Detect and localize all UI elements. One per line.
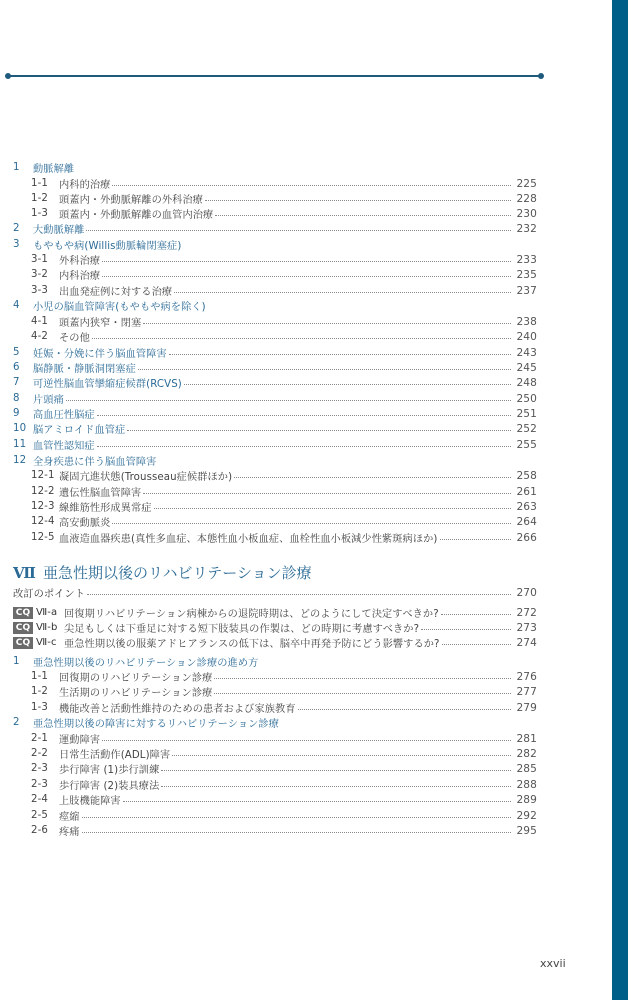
dot-leader [441,613,511,615]
entry-title: 亜急性期以後の障害に対するリハビリテーション診療 [33,719,279,730]
entry-title: 歩行障害 (2)装具療法 [59,781,160,792]
entry-page: 238 [516,315,537,328]
entry-title: 線維筋性形成異常症 [59,503,152,514]
toc-entry[interactable] [0,421,537,436]
entry-number: 1 [13,162,20,173]
toc-entry[interactable] [0,530,537,545]
entry-number: 7 [13,377,20,388]
entry-title: その他 [59,333,90,344]
entry-title: 血液造血器疾患(真性多血症、本態性血小板血症、血栓性血小板減少性紫斑病ほか) [59,534,438,545]
entry-number: 2 [13,223,20,234]
entry-page: 281 [516,732,537,745]
entry-page: 251 [516,407,537,420]
entry-title: 頭蓋内・外動脈解離の血管内治療 [59,210,214,221]
toc-entry[interactable] [0,669,537,684]
toc-entry[interactable] [0,206,537,221]
toc-entry[interactable] [0,237,537,252]
dot-leader [112,184,511,186]
toc-entry[interactable] [0,700,537,715]
dot-leader [215,214,511,216]
toc-entry[interactable] [0,823,537,838]
entry-title: 尖足もしくは下垂足に対する短下肢装具の作製は、どの時期に考慮すべきか? [64,624,420,635]
dot-leader [440,538,512,540]
entry-title: 片頭痛 [33,395,64,406]
dot-leader [234,476,511,478]
entry-number: 3 [13,239,20,250]
entry-page: 273 [516,621,537,634]
cq-code: Ⅶ-a [36,607,58,618]
entry-number: 2-3 [31,779,48,790]
entry-page: 270 [516,586,537,599]
entry-number: 12-1 [31,470,55,481]
entry-number: 1-2 [31,193,48,204]
entry-number: 1-3 [31,702,48,713]
entry-number: 12-2 [31,486,55,497]
entry-number: 3-3 [31,285,48,296]
entry-page: 274 [516,636,537,649]
entry-number: 2-1 [31,733,48,744]
entry-page: 252 [516,422,537,435]
cq-code: Ⅶ-c [36,637,57,648]
toc-entry[interactable] [0,283,537,298]
entry-title: 亜急性期以後の服薬アドヒアランスの低下は、脳卒中再発予防にどう影響するか? [64,639,440,650]
dot-leader [298,708,511,710]
entry-page: 276 [516,670,537,683]
entry-number: 2-4 [31,794,48,805]
entry-number: 2-5 [31,810,48,821]
dot-leader [421,628,511,630]
toc-entry[interactable] [0,160,537,175]
dot-leader [86,229,511,231]
dot-leader [82,831,511,833]
toc-entry[interactable] [0,314,537,329]
dot-leader [161,785,511,787]
entry-title: 妊娠・分娩に伴う脳血管障害 [33,349,167,360]
entry-page: 288 [516,778,537,791]
dot-leader [97,414,511,416]
entry-page: 232 [516,222,537,235]
entry-page: 266 [516,531,537,544]
entry-title: 上肢機能障害 [59,796,121,807]
entry-title: 回復期のリハビリテーション診療 [59,673,213,684]
entry-title: 大動脈解離 [33,225,85,236]
toc-entry[interactable] [0,654,537,669]
entry-title: 亜急性期以後のリハビリテーション診療の進め方 [33,658,259,669]
dot-leader [161,769,511,771]
entry-title: 痙縮 [59,812,80,823]
dot-leader [102,260,511,262]
entry-title: 改訂のポイント [13,589,86,600]
toc-entry-revision-point[interactable] [0,585,537,600]
entry-number: 12-5 [31,532,55,543]
entry-page: 248 [516,376,537,389]
toc-entry[interactable] [0,453,537,468]
dot-leader [102,739,511,741]
entry-page: 277 [516,685,537,698]
toc-entry[interactable] [0,484,537,499]
entry-title: 全身疾患に伴う脳血管障害 [33,457,157,468]
dot-leader [82,816,511,818]
dot-leader [205,199,511,201]
entry-page: 289 [516,793,537,806]
page-number: xxvii [540,957,566,970]
entry-number: 12-4 [31,516,55,527]
chapter-title: 亜急性期以後のリハビリテーション診療 [43,564,312,582]
dot-leader [102,275,511,277]
entry-number: 2-2 [31,748,48,759]
toc-entry[interactable] [0,375,537,390]
entry-number: 11 [13,439,27,450]
toc-entry[interactable] [0,360,537,375]
entry-title: 血管性認知症 [33,441,95,452]
entry-page: 279 [516,701,537,714]
toc-entry[interactable] [0,715,537,730]
entry-number: 12-3 [31,501,55,512]
dot-leader [169,353,511,355]
toc-entry[interactable] [0,221,537,236]
dot-leader [154,507,511,509]
toc-entry[interactable] [0,684,537,699]
entry-page: 237 [516,284,537,297]
chapter-heading[interactable] [13,562,312,583]
cq-badge: CQ [13,637,33,649]
entry-number: 2-6 [31,825,48,836]
dot-leader [97,445,511,447]
cq-badge: CQ [13,607,33,619]
entry-number: 8 [13,393,20,404]
entry-title: 脳アミロイド血管症 [33,425,126,436]
rule-dot-left [5,73,11,79]
rule-dot-right [538,73,544,79]
entry-title: 可逆性脳血管攣縮症候群(RCVS) [33,379,182,390]
entry-title: 生活期のリハビリテーション診療 [59,688,213,699]
cq-entry[interactable] [0,635,537,650]
entry-number: 3-1 [31,254,48,265]
toc-entry[interactable] [0,499,537,514]
entry-page: 250 [516,392,537,405]
toc-entry[interactable] [0,746,537,761]
entry-title: 日常生活動作(ADL)障害 [59,750,171,761]
toc-entry[interactable] [0,391,537,406]
dot-leader [184,383,511,385]
toc-entry[interactable] [0,808,537,823]
toc-entry[interactable] [0,191,537,206]
entry-title: 外科治療 [59,256,101,267]
entry-page: 243 [516,346,537,359]
entry-title: 高安動脈炎 [59,518,111,529]
entry-number: 1-2 [31,686,48,697]
toc-entry[interactable] [0,406,537,421]
entry-page: 240 [516,330,537,343]
entry-number: 6 [13,362,20,373]
side-color-bar [612,0,628,1000]
entry-page: 255 [516,438,537,451]
entry-page: 282 [516,747,537,760]
toc-entry[interactable] [0,176,537,191]
dot-leader [92,337,511,339]
entry-title: 出血発症例に対する治療 [59,287,173,298]
entry-number: 9 [13,408,20,419]
dot-leader [112,522,511,524]
dot-leader [143,322,511,324]
dot-leader [214,692,511,694]
entry-page: 261 [516,485,537,498]
header-rule [8,75,541,77]
toc-entry[interactable] [0,437,537,452]
chapter-numeral: Ⅶ [13,563,35,582]
toc-entry[interactable] [0,731,537,746]
entry-page: 245 [516,361,537,374]
entry-title: 内科治療 [59,271,101,282]
entry-page: 285 [516,762,537,775]
entry-number: 1-1 [31,178,48,189]
toc-entry[interactable] [0,298,537,313]
entry-number: 4-2 [31,331,48,342]
dot-leader [87,593,511,595]
cq-code: Ⅶ-b [36,622,58,633]
entry-page: 264 [516,515,537,528]
entry-page: 225 [516,177,537,190]
toc-entry[interactable] [0,345,537,360]
dot-leader [172,754,511,756]
entry-page: 272 [516,606,537,619]
toc-entry[interactable] [0,329,537,344]
entry-number: 4 [13,300,20,311]
entry-page: 233 [516,253,537,266]
dot-leader [143,492,511,494]
entry-title: 疼痛 [59,827,80,838]
cq-badge: CQ [13,622,33,634]
entry-number: 2-3 [31,763,48,774]
toc-entry[interactable] [0,514,537,529]
entry-title: 遺伝性脳血管障害 [59,488,142,499]
entry-number: 1-1 [31,671,48,682]
entry-number: 4-1 [31,316,48,327]
entry-title: 頭蓋内・外動脈解離の外科治療 [59,195,204,206]
toc-entry[interactable] [0,468,537,483]
entry-title: 歩行障害 (1)歩行訓練 [59,765,160,776]
dot-leader [66,399,511,401]
entry-title: 内科的治療 [59,180,111,191]
entry-title: 回復期リハビリテーション病棟からの退院時期は、どのようにして決定すべきか? [64,609,439,620]
dot-leader [442,643,511,645]
entry-title: 頭蓋内狭窄・閉塞 [59,318,142,329]
entry-number: 1-3 [31,208,48,219]
entry-title: 凝固亢進状態(Trousseau症候群ほか) [59,472,233,483]
cq-entry[interactable] [0,620,537,635]
entry-number: 2 [13,717,20,728]
dot-leader [123,800,511,802]
dot-leader [214,677,511,679]
entry-number: 3-2 [31,269,48,280]
cq-entry[interactable] [0,605,537,620]
entry-page: 235 [516,268,537,281]
entry-title: もやもや病(Willis動脈輪閉塞症) [33,241,182,252]
entry-title: 高血圧性脳症 [33,410,95,421]
dot-leader [127,429,511,431]
dot-leader [138,368,511,370]
entry-number: 10 [13,423,27,434]
entry-page: 228 [516,192,537,205]
entry-page: 258 [516,469,537,482]
dot-leader [174,291,511,293]
toc-entry[interactable] [0,267,537,282]
entry-title: 動脈解離 [33,164,75,175]
entry-title: 運動障害 [59,735,101,746]
toc-entry[interactable] [0,252,537,267]
toc-entry[interactable] [0,792,537,807]
entry-title: 機能改善と活動性維持のための患者および家族教育 [59,704,296,715]
toc-entry[interactable] [0,761,537,776]
entry-title: 小児の脳血管障害(もやもや病を除く) [33,302,206,313]
entry-title: 脳静脈・静脈洞閉塞症 [33,364,136,375]
entry-page: 230 [516,207,537,220]
entry-number: 12 [13,455,27,466]
entry-page: 292 [516,809,537,822]
entry-number: 1 [13,656,20,667]
entry-page: 295 [516,824,537,837]
entry-number: 5 [13,347,20,358]
entry-page: 263 [516,500,537,513]
toc-entry[interactable] [0,777,537,792]
